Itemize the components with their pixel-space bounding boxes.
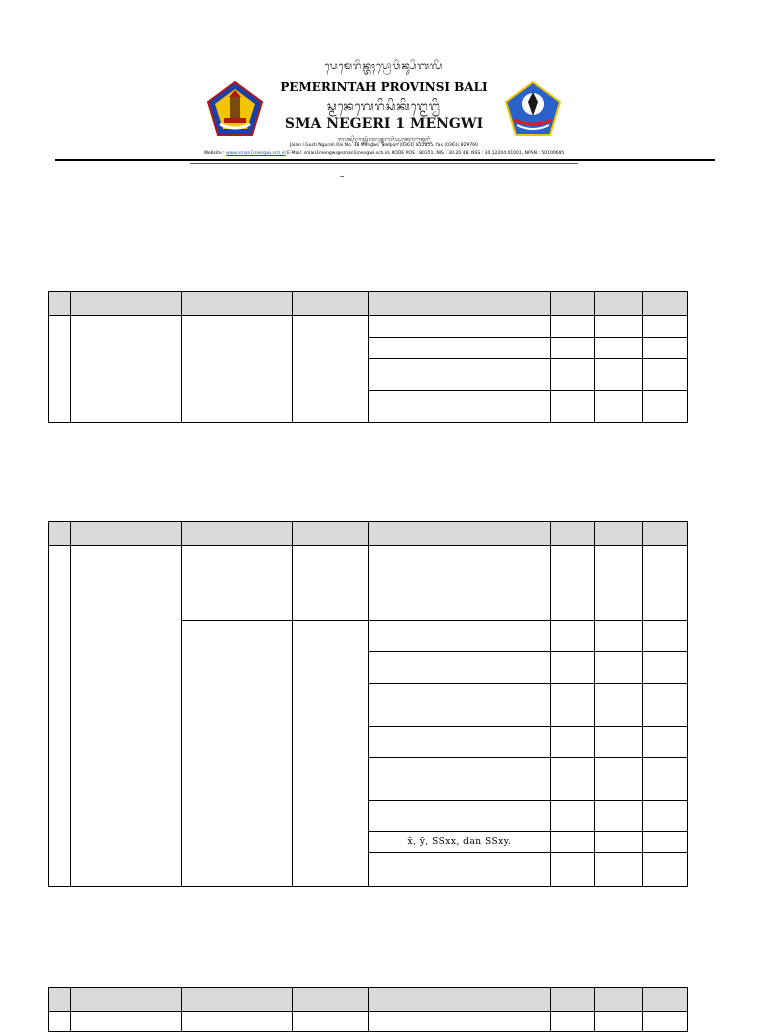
assessment-table-2 <box>48 521 688 887</box>
table-cell <box>182 546 293 621</box>
balinese-top-text: ᬧᬾᬫᬾᬭᬶᬦ᭄ᬢᬄᬧ᭄ᬭᭀᬯᬶᬦ᭄ᬲᬶᬩᬮᬶ <box>324 61 444 72</box>
table-cell <box>293 546 369 621</box>
bali-province-emblem-icon <box>206 80 264 138</box>
table-cell <box>49 1012 71 1032</box>
table-cell <box>595 1012 643 1032</box>
table-cell <box>643 338 688 359</box>
letterhead-rule <box>55 159 715 161</box>
table-cell <box>369 338 551 359</box>
header-cell <box>71 522 182 546</box>
header-cell <box>49 522 71 546</box>
separator-mark: – <box>340 172 345 182</box>
header-cell <box>643 988 688 1012</box>
table-cell <box>49 316 71 423</box>
table-cell <box>643 359 688 391</box>
table-cell <box>595 801 643 832</box>
table-cell <box>643 801 688 832</box>
table-cell <box>551 801 595 832</box>
website-label: Website : <box>203 151 225 156</box>
table-cell <box>293 1012 369 1032</box>
table-cell <box>551 758 595 801</box>
table-cell <box>595 684 643 727</box>
table-cell <box>369 727 551 758</box>
table-cell <box>551 684 595 727</box>
table-header-row <box>49 988 688 1012</box>
table-cell <box>369 359 551 391</box>
table-cell <box>369 758 551 801</box>
table-cell <box>551 316 595 338</box>
table-cell <box>595 652 643 684</box>
header-cell <box>369 292 551 316</box>
table-cell <box>369 391 551 423</box>
header-cell <box>49 292 71 316</box>
table-cell <box>551 727 595 758</box>
header-cell <box>49 988 71 1012</box>
table-cell <box>369 546 551 621</box>
table-cell <box>643 316 688 338</box>
table-cell <box>595 621 643 652</box>
table-header-row <box>49 292 688 316</box>
table-cell <box>643 546 688 621</box>
table-cell <box>643 684 688 727</box>
header-cell <box>551 292 595 316</box>
website-link[interactable]: www.sman1mengwi.sch.id <box>226 151 286 156</box>
header-cell <box>643 292 688 316</box>
table-cell <box>369 1012 551 1032</box>
header-cell <box>551 522 595 546</box>
balinese-address-text: ᬚᬮᬦ᭄ᬇᬕᬸᬲ᭄ᬢᬶᬕᬸᬭᬄᬦ᭄ᬕᬸᬭᬄᬭᬶᬬ᭄ᬲᬓᬾᬗᬾᬓ᭄ᬫᬾᬗ᭄ᬯᬶ <box>337 137 431 143</box>
header-cell <box>595 522 643 546</box>
address-text: Jalan I Gusti Ngurah Rai No. 38 Mengwi, Telepon (0361) 811855, fax (0361) 829760 <box>289 143 478 148</box>
table-cell <box>643 652 688 684</box>
table-cell <box>643 1012 688 1032</box>
header-cell <box>293 292 369 316</box>
header-cell <box>643 522 688 546</box>
assessment-table-1 <box>48 291 688 423</box>
table-row <box>49 1012 688 1032</box>
header-cell <box>293 988 369 1012</box>
table-cell <box>551 1012 595 1032</box>
table-cell <box>182 621 293 887</box>
table-cell <box>551 621 595 652</box>
contact-line <box>190 151 578 156</box>
government-title: PEMERINTAH PROVINSI BALI <box>280 80 488 94</box>
table-cell <box>643 727 688 758</box>
table-cell <box>595 338 643 359</box>
table-cell <box>71 546 182 887</box>
table-cell <box>369 621 551 652</box>
table-cell <box>551 853 595 887</box>
table-cell <box>643 758 688 801</box>
table-cell <box>643 853 688 887</box>
table-cell <box>595 832 643 853</box>
table-cell <box>551 832 595 853</box>
table-cell <box>293 316 369 423</box>
table-cell <box>643 832 688 853</box>
table-row <box>49 316 688 338</box>
header-cell <box>71 988 182 1012</box>
header-cell <box>182 292 293 316</box>
table-header-row <box>49 522 688 546</box>
table-cell <box>71 316 182 423</box>
table-row <box>49 546 688 621</box>
table-cell <box>595 359 643 391</box>
table-cell <box>369 652 551 684</box>
header-cell <box>595 988 643 1012</box>
contact-text: E-Mail: sman1mengwi@sman1mengwi.sch.id, KODE POS : 80351, NIS : 30.20.48, NSS : 30.12204.01001, NPSN : 50100695 <box>287 151 565 156</box>
school-title: SMA NEGERI 1 MENGWI <box>284 116 484 132</box>
table-cell <box>182 1012 293 1032</box>
header-cell <box>551 988 595 1012</box>
balinese-school-text: ᬲ᭄ᬫᬦᬾᬕᬾᬭᬶᬲᬶᬓᬶᬗ᭄ᬫᬾᬗ᭄ᬯᬶ <box>327 99 441 113</box>
table-cell <box>551 391 595 423</box>
assessment-table-3 <box>48 987 688 1032</box>
table-cell <box>595 391 643 423</box>
table-cell <box>551 359 595 391</box>
table-cell <box>369 684 551 727</box>
table-cell <box>551 338 595 359</box>
table-cell <box>71 1012 182 1032</box>
table-cell <box>369 316 551 338</box>
header-cell <box>182 988 293 1012</box>
school-emblem-icon <box>504 80 562 138</box>
table-cell <box>595 546 643 621</box>
table-cell <box>595 853 643 887</box>
table-cell <box>595 727 643 758</box>
header-cell <box>71 292 182 316</box>
header-cell <box>595 292 643 316</box>
table-cell <box>182 316 293 423</box>
table-cell <box>49 546 71 887</box>
header-cell <box>369 988 551 1012</box>
table-cell <box>595 758 643 801</box>
table-cell <box>643 621 688 652</box>
table-cell <box>369 853 551 887</box>
formula-note: x̄, ȳ, SSxx, dan SSxy. <box>369 832 551 853</box>
table-cell <box>595 316 643 338</box>
table-cell <box>369 801 551 832</box>
header-cell <box>369 522 551 546</box>
table-cell <box>551 652 595 684</box>
header-cell <box>293 522 369 546</box>
table-cell <box>293 621 369 887</box>
table-cell <box>551 546 595 621</box>
header-cell <box>182 522 293 546</box>
letterhead-rule-thin <box>190 163 578 164</box>
table-cell <box>643 391 688 423</box>
